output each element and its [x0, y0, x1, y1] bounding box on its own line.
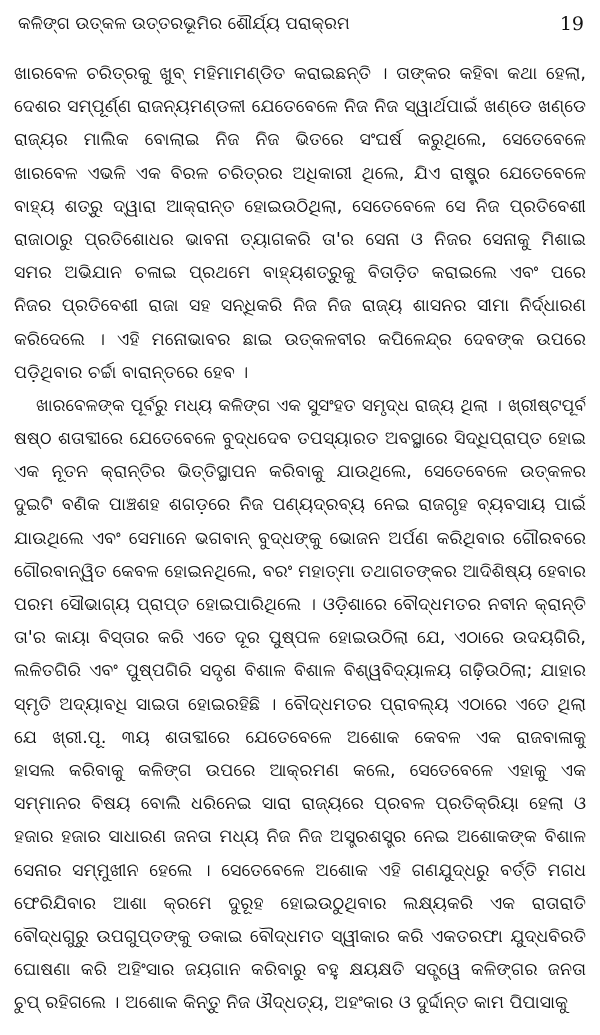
text-line: ଷଷ୍ଠ ଶତାବ୍ଦୀରେ ଯେତେବେଳେ ବୁଦ୍ଧଦେବ ତପସ୍ୟାରତ ଅବସ୍ଥାରେ ସିଦ୍ଧିପ୍ରାପ୍ତ ହୋଇ: [14, 429, 586, 450]
paragraph: [14, 390, 586, 1021]
text-line: ନିଜର ପ୍ରତିବେଶୀ ରାଜା ସହ ସନ୍ଧିକରି ନିଜ ନିଜ ରାଜ୍ୟ ଶାସନର ସୀମା ନିର୍ଦ୍ଧାରଣ: [14, 296, 586, 317]
text-line: ପଡ଼ିଥିବାର ଚର୍ଚ୍ଚା ବାରାନ୍ତରେ ହେବ ।: [14, 362, 249, 383]
page-header: [0, 10, 600, 46]
text-line: ହଜାର ହଜାର ସାଧାରଣ ଜନତା ମଧ୍ୟ ନିଜ ନିଜ ଅସ୍ତ୍ରଶସ୍ତ୍ର ନେଇ ଅଶୋକଙ୍କ ବିଶାଳ: [14, 827, 586, 848]
text-line: ଖାରବେଳଙ୍କ ପୂର୍ବରୁ ମଧ୍ୟ କଳିଙ୍ଗ ଏକ ସୁସଂହତ ସମୃଦ୍ଧ ରାଜ୍ୟ ଥିଲା । ଖ୍ରୀଷ୍ଟପୂର୍ବ: [36, 395, 586, 416]
text-line: ଯେ ଖ୍ରୀ.ପୂ. ୩ୟ ଶତାବ୍ଦୀରେ ଯେତେବେଳେ ଅଶୋକ କେବଳ ଏକ ରାଜବାଳାକୁ: [14, 727, 586, 748]
text-line: ଏକ ନୂତନ କ୍ରାନ୍ତିର ଭିତ୍ତିସ୍ଥାପନ କରିବାକୁ ଯାଉଥିଲେ, ସେତେବେଳେ ଉତ୍କଳର: [14, 462, 586, 483]
text-line: ବୌଦ୍ଧଗୁରୁ ଉପଗୁପ୍ତଙ୍କୁ ଡକାଇ ବୌଦ୍ଧମତ ସ୍ୱୀକାର କରି ଏକତରଫା ଯୁଦ୍ଧବିରତି: [14, 926, 586, 947]
text-line: ଦୁଇଟି ବଣିକ ପାଞ୍ଚଶହ ଶଗଡ଼ରେ ନିଜ ପଣ୍ୟଦ୍ରବ୍ୟ ନେଇ ରାଜଗୃହ ବ୍ୟବସାୟ ପାଇଁ: [14, 495, 586, 516]
text-line: ହାସଲ କରିବାକୁ କଳିଙ୍ଗ ଉପରେ ଆକ୍ରମଣ କଲେ, ସେତେବେଳେ ଏହାକୁ ଏକ: [14, 760, 586, 781]
text-line: ଗୌରବାନ୍ୱିତ କେବଳ ହୋଇନଥିଲେ, ବରଂ ମହାତ୍ମା ତଥାଗତଙ୍କର ଆଦିଶିଷ୍ୟ ହେବାର: [14, 561, 586, 582]
text-line: ଫେରିଯିବାର ଆଶା କ୍ରମେ ଦୁରୂହ ହୋଇଉଠୁଥିବାର ଲକ୍ଷ୍ୟକରି ଏକ ରାତାରାତି: [14, 893, 586, 914]
text-line: ଖାରବେଳ ଚରିତ୍ରକୁ ଖୁବ୍ ମହିମାମଣ୍ଡିତ କରାଇଛନ୍ତି । ତାଙ୍କର କହିବା କଥା ହେଲା,: [14, 64, 586, 84]
text-line: ସମର ଅଭିଯାନ ଚଳାଇ ପ୍ରଥମେ ବାହ୍ୟଶତ୍ରୁକୁ ବିତାଡ଼ିତ କରାଇଲେ ଏବଂ ପରେ: [14, 263, 586, 284]
text-line: ତା'ର କାୟା ବିସ୍ତାର କରି ଏତେ ଦୂର ପୁଷ୍ପଳ ହୋଇଉଠିଲା ଯେ, ଏଠାରେ ଉଦୟଗିରି,: [14, 628, 586, 649]
paragraph: [14, 58, 586, 390]
page-number: 19: [559, 13, 584, 35]
text-line: ଯାଉଥିଲେ ଏବଂ ସେମାନେ ଭଗବାନ୍ ବୁଦ୍ଧଙ୍କୁ ଭୋଜନ ଅର୍ପଣ କରିଥିବାର ଗୌରବରେ: [14, 528, 586, 549]
text-line: ରାଜ୍ୟର ମାଲିକ ବୋଲାଇ ନିଜ ନିଜ ଭିତରେ ସଂଘର୍ଷ କରୁଥିଲେ, ସେତେବେଳେ: [14, 130, 586, 151]
text-line: ରାଜାଠାରୁ ପ୍ରତିଶୋଧର ଭାବନା ତ୍ୟାଗକରି ତା'ର ସେନା ଓ ନିଜର ସେନାକୁ ମିଶାଇ: [14, 229, 586, 250]
text-line: ପରମ ସୌଭାଗ୍ୟ ପ୍ରାପ୍ତ ହୋଇପାରିଥିଲେ । ଓଡ଼ିଶାରେ ବୌଦ୍ଧମତର ନବୀନ କ୍ରାନ୍ତି: [14, 595, 586, 615]
text-line: ଲଳିତଗିରି ଏବଂ ପୁଷ୍ପଗିରି ସଦୃଶ ବିଶାଳ ବିଶାଳ ବିଶ୍ୱବିଦ୍ୟାଳୟ ଗଢ଼ିଉଠିଲା; ଯାହାର: [14, 661, 586, 682]
text-line: ଦେଶର ସମ୍ପୂର୍ଣ୍ଣ ରାଜନ୍ୟମଣ୍ଡଳୀ ଯେତେବେଳେ ନିଜ ନିଜ ସ୍ୱାର୍ଥପାଇଁ ଖଣ୍ଡେ ଖଣ୍ଡେ: [14, 97, 586, 118]
text-line: ଖାରବେଳ ଏଭଳି ଏକ ବିରଳ ଚରିତ୍ରର ଅଧିକାରୀ ଥିଲେ, ଯିଏ ରାଷ୍ଟ୍ର ଯେତେବେଳେ: [14, 163, 586, 184]
body-text: [14, 58, 586, 1020]
text-line: ସ୍ମୃତି ଅଦ୍ୟାବଧି ସାଇତା ହୋଇରହିଛି । ବୌଦ୍ଧମତର ପ୍ରାବଲ୍ୟ ଏଠାରେ ଏତେ ଥିଲା: [14, 694, 586, 715]
running-title: କଳିଙ୍ଗ ଉତ୍କଳ ଉତ୍ତରଭୂମିର ଶୌର୍ଯ୍ୟ ପରାକ୍ରମ: [18, 14, 350, 34]
text-line: କରିଦେଲେ । ଏହି ମନୋଭାବର ଛାଇ ଉତ୍କଳବୀର କପିଳେନ୍ଦ୍ର ଦେବଙ୍କ ଉପରେ: [14, 329, 586, 350]
text-line: ବାହ୍ୟ ଶତ୍ରୁ ଦ୍ୱାରା ଆକ୍ରାନ୍ତ ହୋଇଉଠିଥିଲା, ସେତେବେଳେ ସେ ନିଜ ପ୍ରତିବେଶୀ: [14, 196, 586, 217]
text-line: ସେନାର ସମ୍ମୁଖୀନ ହେଲେ । ସେତେବେଳେ ଅଶୋକ ଏହି ଗଣଯୁଦ୍ଧରୁ ବର୍ତ୍ତି ମଗଧ: [14, 860, 586, 881]
text-line: ଘୋଷଣା କରି ଅହିଂସାର ଜୟଗାନ କରିବାରୁ ବହୁ କ୍ଷୟକ୍ଷତି ସତ୍ତ୍ୱେ କଳିଙ୍ଗର ଜନତା: [14, 960, 586, 981]
text-line: ଚୁପ୍ ରହିଗଲେ । ଅଶୋକ କିନ୍ତୁ ନିଜ ଔଦ୍ଧତ୍ୟ, ଅହଂକାର ଓ ଦୁର୍ଦ୍ଦାନ୍ତ କାମ ପିପାସାକୁ: [14, 993, 568, 1014]
text-line: ସମ୍ମାନର ବିଷୟ ବୋଲି ଧରିନେଇ ସାରା ରାଜ୍ୟରେ ପ୍ରବଳ ପ୍ରତିକ୍ରିୟା ହେଲା ଓ: [14, 794, 586, 815]
